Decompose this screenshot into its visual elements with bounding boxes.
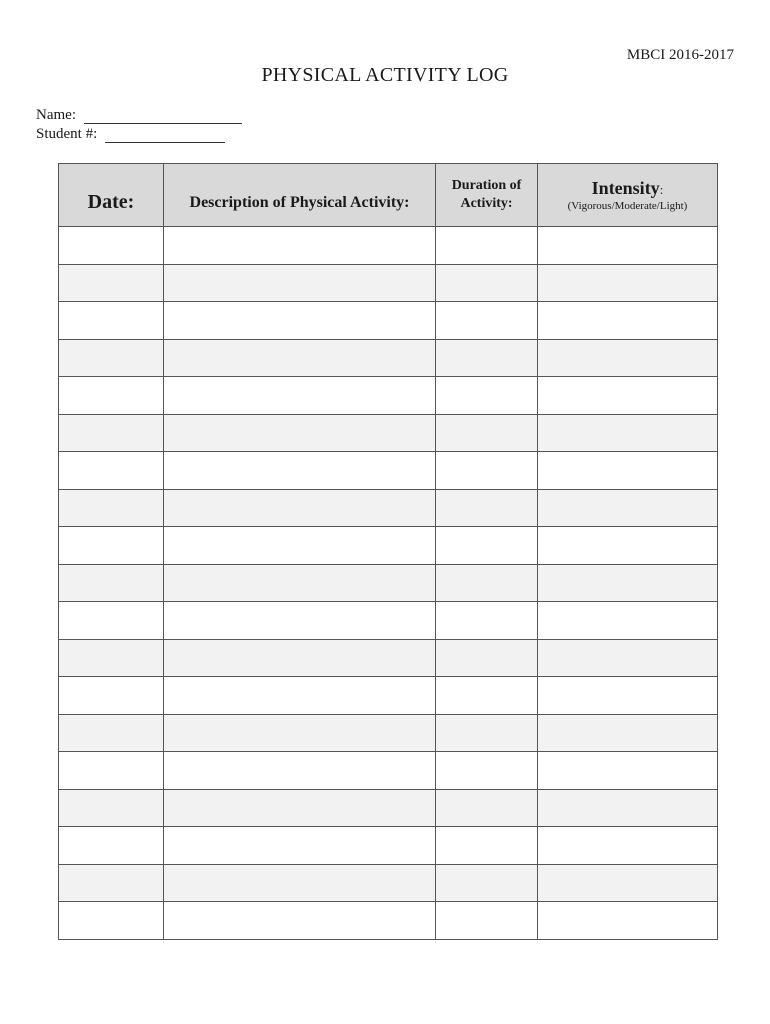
intensity-header-main <box>538 178 717 200</box>
duration-cell[interactable] <box>436 264 538 302</box>
description-cell[interactable] <box>164 452 436 490</box>
description-cell[interactable] <box>164 564 436 602</box>
student-number-line[interactable] <box>105 128 225 143</box>
duration-cell[interactable] <box>436 564 538 602</box>
duration-cell[interactable] <box>436 452 538 490</box>
description-cell[interactable] <box>164 264 436 302</box>
duration-cell[interactable] <box>436 789 538 827</box>
intensity-cell[interactable] <box>538 564 718 602</box>
intensity-cell[interactable] <box>538 452 718 490</box>
duration-cell[interactable] <box>436 527 538 565</box>
table-row <box>59 489 718 527</box>
duration-header-line1: Duration of <box>451 178 522 193</box>
date-cell[interactable] <box>59 489 164 527</box>
description-cell[interactable] <box>164 752 436 790</box>
table-row <box>59 452 718 490</box>
table-row <box>59 264 718 302</box>
table-row <box>59 377 718 415</box>
duration-cell[interactable] <box>436 489 538 527</box>
date-cell[interactable] <box>59 302 164 340</box>
intensity-cell[interactable] <box>538 752 718 790</box>
column-header-description <box>164 164 436 227</box>
date-cell[interactable] <box>59 752 164 790</box>
description-cell[interactable] <box>164 302 436 340</box>
intensity-cell[interactable] <box>538 414 718 452</box>
column-header-intensity <box>538 164 718 227</box>
table-row <box>59 677 718 715</box>
table-row <box>59 527 718 565</box>
table-row <box>59 639 718 677</box>
date-cell[interactable] <box>59 639 164 677</box>
duration-cell[interactable] <box>436 339 538 377</box>
date-cell[interactable] <box>59 564 164 602</box>
table-row <box>59 302 718 340</box>
intensity-header-label: Intensity <box>591 177 660 198</box>
duration-cell[interactable] <box>436 677 538 715</box>
date-cell[interactable] <box>59 264 164 302</box>
intensity-cell[interactable] <box>538 527 718 565</box>
intensity-cell[interactable] <box>538 902 718 940</box>
name-line[interactable] <box>84 109 242 124</box>
page-title: PHYSICAL ACTIVITY LOG <box>261 64 509 86</box>
date-cell[interactable] <box>59 414 164 452</box>
duration-cell[interactable] <box>436 864 538 902</box>
table-row <box>59 789 718 827</box>
table-header-row <box>59 164 718 227</box>
date-header-label: Date: <box>87 190 135 213</box>
column-header-date <box>59 164 164 227</box>
intensity-cell[interactable] <box>538 827 718 865</box>
intensity-cell[interactable] <box>538 264 718 302</box>
student-number-label: Student #: <box>36 126 98 142</box>
description-cell[interactable] <box>164 864 436 902</box>
description-cell[interactable] <box>164 377 436 415</box>
duration-cell[interactable] <box>436 602 538 640</box>
date-cell[interactable] <box>59 377 164 415</box>
table-row <box>59 339 718 377</box>
description-cell[interactable] <box>164 339 436 377</box>
duration-cell[interactable] <box>436 752 538 790</box>
intensity-header-sub: (Vigorous/Moderate/Light) <box>567 199 688 212</box>
document-code: MBCI 2016-2017 <box>626 47 734 63</box>
duration-cell[interactable] <box>436 902 538 940</box>
date-cell[interactable] <box>59 902 164 940</box>
duration-cell[interactable] <box>436 414 538 452</box>
intensity-cell[interactable] <box>538 864 718 902</box>
intensity-header-colon: : <box>659 181 664 197</box>
intensity-cell[interactable] <box>538 302 718 340</box>
date-cell[interactable] <box>59 602 164 640</box>
duration-cell[interactable] <box>436 827 538 865</box>
intensity-cell[interactable] <box>538 339 718 377</box>
duration-cell[interactable] <box>436 302 538 340</box>
duration-cell[interactable] <box>436 714 538 752</box>
duration-cell[interactable] <box>436 639 538 677</box>
table-row <box>59 864 718 902</box>
description-cell[interactable] <box>164 639 436 677</box>
intensity-cell[interactable] <box>538 227 718 265</box>
date-cell[interactable] <box>59 789 164 827</box>
description-cell[interactable] <box>164 527 436 565</box>
description-cell[interactable] <box>164 902 436 940</box>
duration-cell[interactable] <box>436 227 538 265</box>
name-label: Name: <box>36 107 76 123</box>
description-cell[interactable] <box>164 677 436 715</box>
description-cell[interactable] <box>164 227 436 265</box>
table-row <box>59 714 718 752</box>
activity-log-table <box>58 163 718 940</box>
table-row <box>59 752 718 790</box>
duration-header-line2: Activity: <box>460 196 513 211</box>
description-cell[interactable] <box>164 789 436 827</box>
description-cell[interactable] <box>164 602 436 640</box>
intensity-cell[interactable] <box>538 789 718 827</box>
table-row <box>59 902 718 940</box>
intensity-cell[interactable] <box>538 489 718 527</box>
date-cell[interactable] <box>59 339 164 377</box>
intensity-cell[interactable] <box>538 677 718 715</box>
table-row <box>59 564 718 602</box>
duration-cell[interactable] <box>436 377 538 415</box>
description-cell[interactable] <box>164 414 436 452</box>
description-cell[interactable] <box>164 489 436 527</box>
date-cell[interactable] <box>59 527 164 565</box>
table-body <box>59 227 718 940</box>
intensity-cell[interactable] <box>538 639 718 677</box>
date-cell[interactable] <box>59 714 164 752</box>
table-row <box>59 602 718 640</box>
table-row <box>59 227 718 265</box>
description-cell[interactable] <box>164 827 436 865</box>
description-header-label: Description of Physical Activity: <box>189 194 410 211</box>
intensity-cell[interactable] <box>538 377 718 415</box>
column-header-duration <box>436 164 538 227</box>
date-cell[interactable] <box>59 864 164 902</box>
date-cell[interactable] <box>59 227 164 265</box>
name-field <box>36 107 242 124</box>
date-cell[interactable] <box>59 677 164 715</box>
date-cell[interactable] <box>59 827 164 865</box>
date-cell[interactable] <box>59 452 164 490</box>
table-row <box>59 414 718 452</box>
description-cell[interactable] <box>164 714 436 752</box>
intensity-cell[interactable] <box>538 602 718 640</box>
table-row <box>59 827 718 865</box>
intensity-cell[interactable] <box>538 714 718 752</box>
student-number-field <box>36 126 225 143</box>
